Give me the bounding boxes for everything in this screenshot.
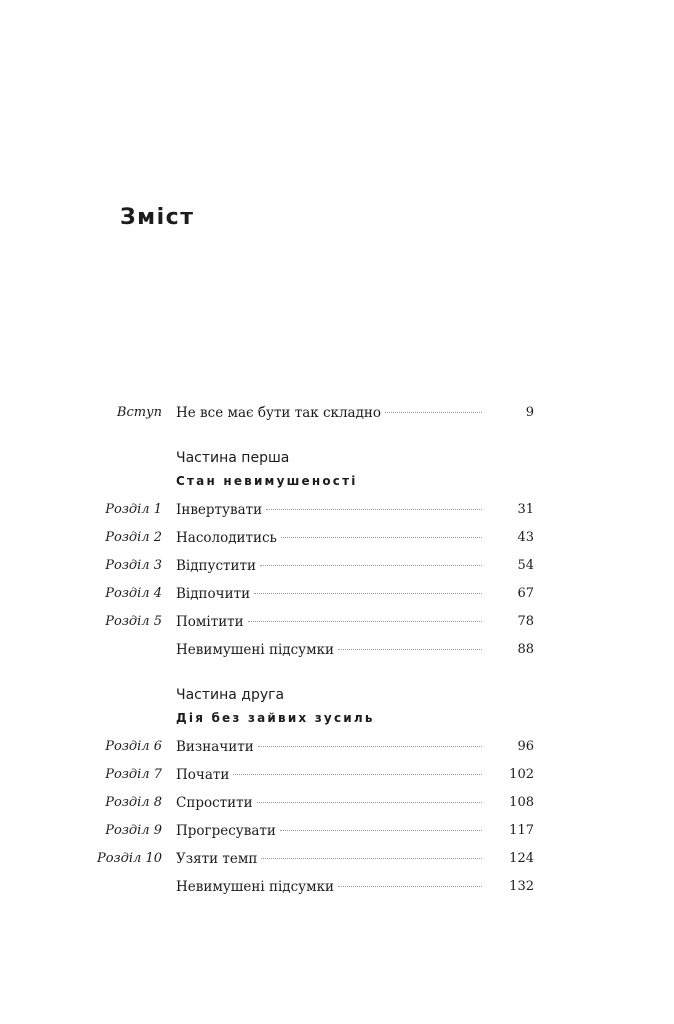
toc-entry-page: 31 bbox=[517, 502, 534, 517]
dot-leader bbox=[254, 591, 482, 594]
toc-entry-chapter-4[interactable] bbox=[0, 584, 674, 608]
toc-entry-page: 117 bbox=[509, 823, 534, 838]
toc-entry-page: 96 bbox=[517, 739, 534, 754]
dot-leader bbox=[338, 647, 482, 650]
dot-leader bbox=[258, 744, 482, 747]
toc-entry-page: 102 bbox=[509, 767, 534, 782]
toc-entry-chapter-8[interactable] bbox=[0, 793, 674, 817]
toc-entry-chapter-6[interactable] bbox=[0, 737, 674, 761]
toc-entry-title: Насолодитись bbox=[176, 530, 277, 546]
toc-entry-title: Не все має бути так складно bbox=[176, 405, 382, 421]
toc-entry-label: Розділ 1 bbox=[105, 502, 162, 517]
dot-leader bbox=[248, 619, 482, 622]
toc-entry-label: Розділ 7 bbox=[105, 767, 162, 782]
toc-entry-intro[interactable] bbox=[0, 403, 674, 427]
toc-entry-label: Розділ 9 bbox=[105, 823, 162, 838]
part2-heading: Дія без зайвих зусиль bbox=[176, 711, 375, 725]
dot-leader bbox=[281, 535, 482, 538]
toc-entry-summary-1[interactable] bbox=[0, 640, 674, 664]
toc-entry-title: Прогресувати bbox=[176, 823, 276, 839]
toc-entry-page: 124 bbox=[509, 851, 534, 866]
toc-entry-title: Узяти темп bbox=[176, 851, 258, 867]
toc-entry-label: Розділ 2 bbox=[105, 530, 162, 545]
toc-entry-page: 43 bbox=[517, 530, 534, 545]
toc-entry-chapter-2[interactable] bbox=[0, 528, 674, 552]
toc-entry-page: 132 bbox=[509, 879, 534, 894]
dot-leader bbox=[338, 884, 482, 887]
toc-entry-page: 54 bbox=[517, 558, 534, 573]
toc-entry-title: Невимушені підсумки bbox=[176, 642, 335, 658]
dot-leader bbox=[385, 410, 482, 413]
toc-entry-title: Помітити bbox=[176, 614, 244, 630]
toc-entry-title: Відпустити bbox=[176, 558, 256, 574]
dot-leader bbox=[260, 563, 482, 566]
toc-entry-title: Спростити bbox=[176, 795, 253, 811]
toc-entry-label: Розділ 4 bbox=[105, 586, 162, 601]
toc-entry-chapter-7[interactable] bbox=[0, 765, 674, 789]
toc-entry-chapter-3[interactable] bbox=[0, 556, 674, 580]
toc-entry-label: Розділ 5 bbox=[105, 614, 162, 629]
toc-entry-chapter-10[interactable] bbox=[0, 849, 674, 873]
toc-entry-title: Визначити bbox=[176, 739, 254, 755]
toc-entry-page: 78 bbox=[517, 614, 534, 629]
toc-entry-title: Інвертувати bbox=[176, 502, 263, 518]
dot-leader bbox=[280, 828, 482, 831]
toc-entry-page: 88 bbox=[517, 642, 534, 657]
toc-entry-page: 108 bbox=[509, 795, 534, 810]
toc-entry-label: Розділ 8 bbox=[105, 795, 162, 810]
toc-entry-label: Вступ bbox=[116, 405, 162, 420]
toc-entry-page: 9 bbox=[525, 405, 534, 420]
toc-entry-page: 67 bbox=[517, 586, 534, 601]
part2-caption: Частина друга bbox=[176, 687, 285, 703]
dot-leader bbox=[266, 507, 482, 510]
toc-entry-chapter-1[interactable] bbox=[0, 500, 674, 524]
dot-leader bbox=[233, 772, 482, 775]
toc-entry-title: Невимушені підсумки bbox=[176, 879, 335, 895]
toc-entry-title: Почати bbox=[176, 767, 230, 783]
page-title: Зміст bbox=[120, 205, 195, 230]
part1-caption: Частина перша bbox=[176, 450, 290, 466]
toc-entry-label: Розділ 10 bbox=[96, 851, 162, 866]
part1-heading: Стан невимушеності bbox=[176, 474, 358, 488]
dot-leader bbox=[261, 856, 482, 859]
toc-entry-label: Розділ 6 bbox=[105, 739, 162, 754]
dot-leader bbox=[257, 800, 482, 803]
toc-entry-summary-2[interactable] bbox=[0, 877, 674, 901]
toc-entry-title: Відпочити bbox=[176, 586, 251, 602]
toc-entry-label: Розділ 3 bbox=[105, 558, 162, 573]
toc-entry-chapter-5[interactable] bbox=[0, 612, 674, 636]
toc-entry-chapter-9[interactable] bbox=[0, 821, 674, 845]
